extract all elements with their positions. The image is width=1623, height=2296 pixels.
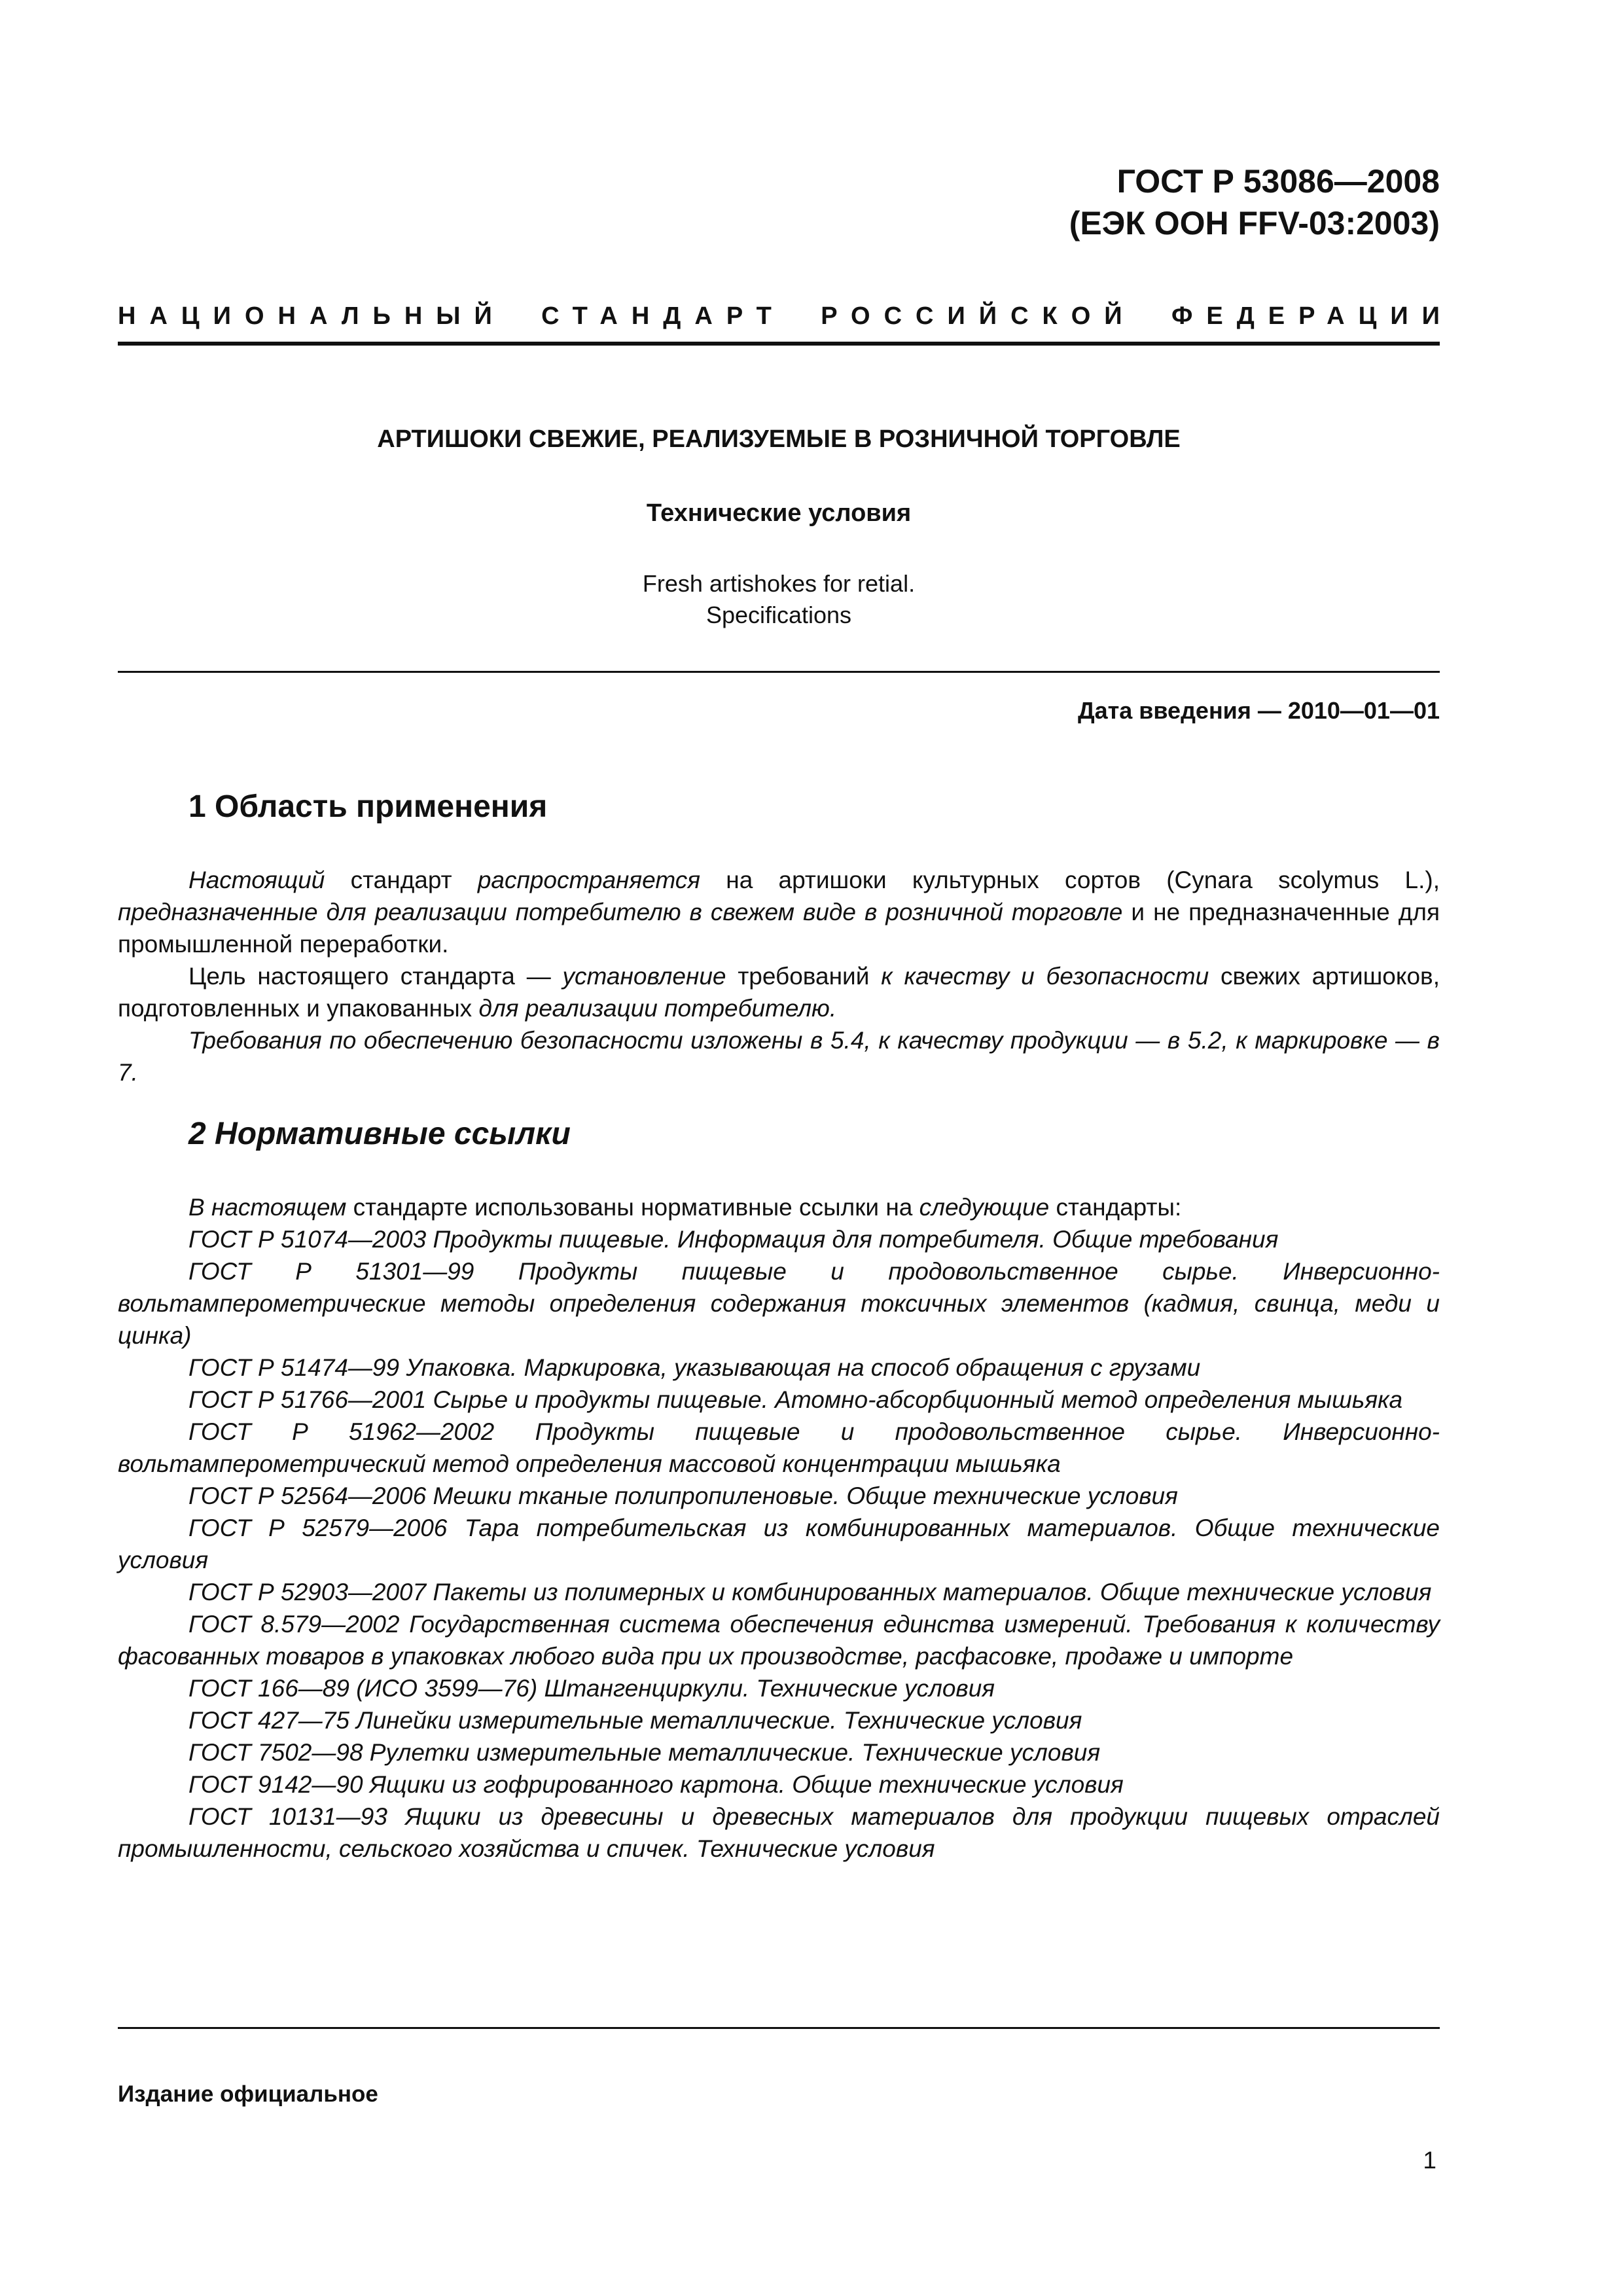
reference-item [118, 1480, 1440, 1512]
reference-code: ГОСТ Р 51074—2003 [188, 1226, 427, 1253]
section-2-body [118, 1191, 1440, 1865]
national-word-2: СТАНДАРТ [541, 302, 785, 330]
section-1-paragraph-1 [118, 864, 1440, 960]
national-word-4: ФЕДЕРАЦИИ [1171, 302, 1454, 330]
reference-title: Штангенциркули. Технические условия [544, 1675, 995, 1702]
text-run: и не предназначенные для промышленной переработки. [118, 899, 1440, 958]
reference-code: ГОСТ 166—89 (ИСО 3599—76) [188, 1675, 538, 1702]
reference-title: Рулетки измерительные металлические. Технические условия [369, 1739, 1101, 1766]
reference-title: Упаковка. Маркировка, указывающая на способ обращения с грузами [406, 1354, 1201, 1381]
section-1-paragraph-2 [118, 960, 1440, 1024]
text-run: распространяется [477, 867, 701, 893]
reference-title: Ящики из гофрированного картона. Общие технические условия [369, 1771, 1124, 1798]
text-run: стандарте использованы нормативные ссылки на [346, 1194, 919, 1221]
reference-code: ГОСТ Р 51301—99 [188, 1258, 474, 1285]
reference-item [118, 1768, 1440, 1801]
text-run: В настоящем [188, 1194, 347, 1221]
reference-item [118, 1704, 1440, 1736]
reference-code: ГОСТ Р 51962—2002 [188, 1418, 495, 1445]
page-number: 1 [1423, 2147, 1436, 2174]
section-1-title: 1 Область применения [188, 789, 548, 824]
gost-number: ГОСТ Р 53086—2008 [1116, 163, 1440, 200]
document-subtitle: Технические условия [646, 499, 912, 527]
text-run: свежих артишоков, подготовленных и упакованных [118, 963, 1440, 1022]
gost-equivalent: (ЕЭК ООН FFV-03:2003) [1069, 205, 1440, 242]
national-word-1: НАЦИОНАЛЬНЫЙ [118, 302, 506, 330]
gost-designation [1069, 160, 1440, 244]
text-run: Цель настоящего стандарта — [188, 963, 563, 990]
reference-code: ГОСТ Р 51474—99 [188, 1354, 400, 1381]
text-run: на артишоки культурных сортов (Cynara scolymus L.), [700, 867, 1440, 893]
reference-item [118, 1255, 1440, 1352]
reference-item [118, 1352, 1440, 1384]
english-title [118, 568, 1440, 631]
reference-item [118, 1736, 1440, 1768]
reference-code: ГОСТ 9142—90 [188, 1771, 363, 1798]
section-2-intro [118, 1191, 1440, 1223]
english-title-line-2: Specifications [705, 601, 852, 628]
reference-code: ГОСТ 7502—98 [188, 1739, 363, 1766]
reference-item [118, 1672, 1440, 1704]
section-1-paragraph-3: Требования по обеспечению безопасности изложены в 5.4, к качеству продукции — в 5.2, к маркировке — в 7. [118, 1027, 1440, 1086]
section-2-title: 2 Нормативные ссылки [188, 1117, 571, 1151]
reference-item [118, 1512, 1440, 1576]
text-run: стандарты: [1049, 1194, 1182, 1221]
reference-title: Ящики из древесины и древесных материалов для продукции пищевых отраслей промышленности, сельского хозяйства и спичек. Технические условия [118, 1803, 1440, 1862]
title-divider [118, 671, 1440, 673]
reference-title: Пакеты из полимерных и комбинированных материалов. Общие технические условия [433, 1579, 1432, 1605]
footer-divider [118, 2027, 1440, 2029]
reference-title: Государственная система обеспечения единства измерений. Требования к количеству фасованных товаров в упаковках любого вида при их производстве, расфасовке, продаже и импорте [118, 1611, 1440, 1670]
reference-code: ГОСТ Р 52564—2006 [188, 1482, 427, 1509]
reference-item [118, 1384, 1440, 1416]
text-run: Настоящий [188, 867, 325, 893]
text-run: для реализации потребителю. [478, 995, 837, 1022]
national-standard-banner [118, 302, 1454, 331]
reference-title: Продукты пищевые и продовольственное сырье. Инверсионно-вольтамперометрические методы определения содержания токсичных элементов (кадмия, свинца, меди и цинка) [118, 1258, 1440, 1349]
text-run: установление [562, 963, 726, 990]
english-title-line-1: Fresh artishokes for retial. [642, 570, 916, 597]
reference-item [118, 1223, 1440, 1255]
reference-title: Тара потребительская из комбинированных материалов. Общие технические условия [118, 1515, 1440, 1573]
text-run: к качеству и безопасности [881, 963, 1209, 990]
reference-code: ГОСТ 8.579—2002 [188, 1611, 400, 1638]
text-run: предназначенные для реализации потребителю в свежем виде в розничной торговле [118, 899, 1123, 925]
reference-code: ГОСТ Р 52903—2007 [188, 1579, 427, 1605]
reference-title: Линейки измерительные металлические. Технические условия [356, 1707, 1082, 1734]
text-run: стандарт [325, 867, 478, 893]
reference-code: ГОСТ Р 51766—2001 [188, 1386, 427, 1413]
reference-code: ГОСТ 427—75 [188, 1707, 349, 1734]
document-title: АРТИШОКИ СВЕЖИЕ, РЕАЛИЗУЕМЫЕ В РОЗНИЧНОЙ ТОРГОВЛЕ [377, 425, 1181, 453]
text-run: следующие [919, 1194, 1050, 1221]
text-run: требований [726, 963, 882, 990]
reference-title: Продукты пищевые. Информация для потребителя. Общие требования [433, 1226, 1279, 1253]
reference-code: ГОСТ 10131—93 [188, 1803, 387, 1830]
introduction-date: Дата введения — 2010—01—01 [1077, 697, 1440, 724]
reference-title: Продукты пищевые и продовольственное сырье. Инверсионно-вольтамперометрический метод определения массовой концентрации мышьяка [118, 1418, 1440, 1477]
reference-item [118, 1576, 1440, 1608]
reference-title: Мешки тканые полипропиленовые. Общие технические условия [433, 1482, 1178, 1509]
header-divider [118, 342, 1440, 346]
section-1-body [118, 864, 1440, 1088]
reference-item [118, 1608, 1440, 1672]
reference-title: Сырье и продукты пищевые. Атомно-абсорбционный метод определения мышьяка [433, 1386, 1403, 1413]
normative-references-list [118, 1223, 1440, 1865]
reference-code: ГОСТ Р 52579—2006 [188, 1515, 448, 1541]
national-word-3: РОССИЙСКОЙ [821, 302, 1136, 330]
reference-item [118, 1416, 1440, 1480]
official-edition-label: Издание официальное [118, 2081, 378, 2107]
reference-item [118, 1801, 1440, 1865]
